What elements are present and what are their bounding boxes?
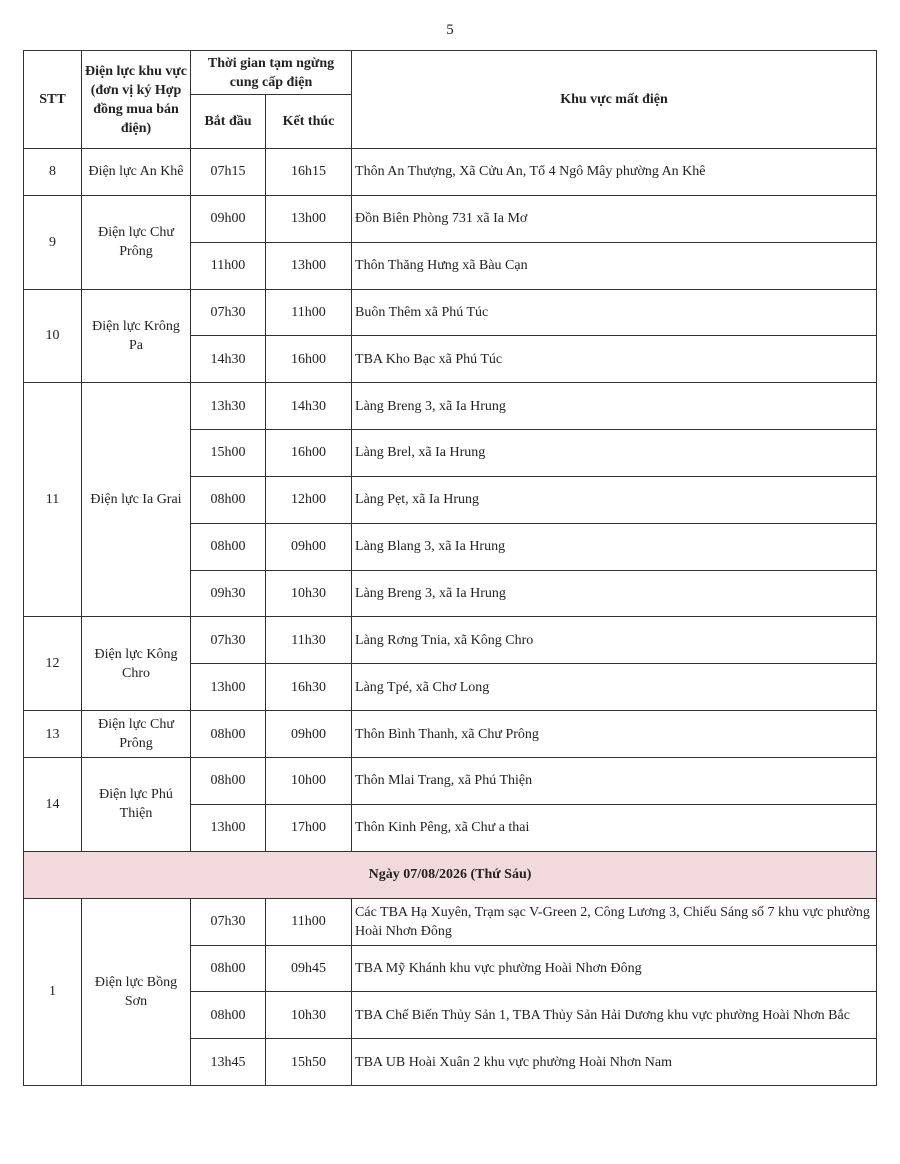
header-unit: Điện lực khu vực (đơn vị ký Hợp đồng mua bán điện) [82, 51, 191, 149]
stt-cell: 1 [24, 898, 82, 1085]
unit-cell: Điện lực Ia Grai [82, 383, 191, 617]
header-time: Thời gian tạm ngừng cung cấp điện [191, 51, 352, 95]
area-cell: Làng Rơng Tnia, xã Kông Chro [352, 617, 877, 664]
table-row [24, 711, 877, 758]
end-time-cell: 15h50 [266, 1039, 352, 1086]
end-time-cell: 16h30 [266, 664, 352, 711]
area-cell: Làng Brel, xã Ia Hrung [352, 430, 877, 477]
table-row [24, 757, 877, 804]
start-time-cell: 08h00 [191, 945, 266, 992]
start-time-cell: 13h00 [191, 804, 266, 851]
area-cell: Thôn An Thượng, Xã Cửu An, Tổ 4 Ngô Mây phường An Khê [352, 149, 877, 196]
area-cell: TBA Chế Biến Thủy Sản 1, TBA Thủy Sản Hải Dương khu vực phường Hoài Nhơn Bắc [352, 992, 877, 1039]
start-time-cell: 09h00 [191, 195, 266, 242]
end-time-cell: 11h00 [266, 289, 352, 336]
table-row [24, 383, 877, 430]
end-time-cell: 16h00 [266, 430, 352, 477]
end-time-cell: 10h00 [266, 757, 352, 804]
stt-cell: 11 [24, 383, 82, 617]
start-time-cell: 08h00 [191, 992, 266, 1039]
end-time-cell: 16h15 [266, 149, 352, 196]
start-time-cell: 08h00 [191, 476, 266, 523]
power-outage-table [23, 50, 877, 1086]
end-time-cell: 10h30 [266, 992, 352, 1039]
stt-cell: 13 [24, 711, 82, 758]
date-separator-row [24, 851, 877, 898]
area-cell: Các TBA Hạ Xuyên, Trạm sạc V-Green 2, Công Lương 3, Chiếu Sáng số 7 khu vực phường Hoài Nhơn Đông [352, 898, 877, 945]
table-body [24, 149, 877, 1086]
table-row [24, 617, 877, 664]
end-time-cell: 13h00 [266, 242, 352, 289]
header-area: Khu vực mất điện [352, 51, 877, 149]
end-time-cell: 17h00 [266, 804, 352, 851]
end-time-cell: 16h00 [266, 336, 352, 383]
end-time-cell: 11h00 [266, 898, 352, 945]
end-time-cell: 13h00 [266, 195, 352, 242]
header-end: Kết thúc [266, 95, 352, 149]
start-time-cell: 08h00 [191, 757, 266, 804]
start-time-cell: 13h30 [191, 383, 266, 430]
start-time-cell: 08h00 [191, 711, 266, 758]
unit-cell: Điện lực Bồng Sơn [82, 898, 191, 1085]
table-row [24, 195, 877, 242]
end-time-cell: 14h30 [266, 383, 352, 430]
stt-cell: 8 [24, 149, 82, 196]
start-time-cell: 09h30 [191, 570, 266, 617]
stt-cell: 10 [24, 289, 82, 383]
start-time-cell: 14h30 [191, 336, 266, 383]
area-cell: Đồn Biên Phòng 731 xã Ia Mơ [352, 195, 877, 242]
start-time-cell: 07h30 [191, 617, 266, 664]
area-cell: Làng Blang 3, xã Ia Hrung [352, 523, 877, 570]
page-number: 5 [446, 22, 454, 38]
area-cell: Buôn Thêm xã Phú Túc [352, 289, 877, 336]
start-time-cell: 07h30 [191, 898, 266, 945]
unit-cell: Điện lực An Khê [82, 149, 191, 196]
area-cell: Thôn Kinh Pêng, xã Chư a thai [352, 804, 877, 851]
start-time-cell: 15h00 [191, 430, 266, 477]
area-cell: Làng Pẹt, xã Ia Hrung [352, 476, 877, 523]
unit-cell: Điện lực Krông Pa [82, 289, 191, 383]
date-label: Ngày 07/08/2026 (Thứ Sáu) [24, 851, 877, 898]
table-row [24, 149, 877, 196]
area-cell: Làng Tpé, xã Chơ Long [352, 664, 877, 711]
unit-cell: Điện lực Chư Prông [82, 195, 191, 289]
area-cell: TBA Mỹ Khánh khu vực phường Hoài Nhơn Đông [352, 945, 877, 992]
end-time-cell: 09h45 [266, 945, 352, 992]
unit-cell: Điện lực Kông Chro [82, 617, 191, 711]
end-time-cell: 09h00 [266, 523, 352, 570]
unit-cell: Điện lực Chư Prông [82, 711, 191, 758]
stt-cell: 14 [24, 757, 82, 851]
unit-cell: Điện lực Phú Thiện [82, 757, 191, 851]
area-cell: Thôn Bình Thanh, xã Chư Prông [352, 711, 877, 758]
stt-cell: 12 [24, 617, 82, 711]
area-cell: TBA Kho Bạc xã Phú Túc [352, 336, 877, 383]
area-cell: Làng Breng 3, xã Ia Hrung [352, 383, 877, 430]
area-cell: TBA UB Hoài Xuân 2 khu vực phường Hoài Nhơn Nam [352, 1039, 877, 1086]
area-cell: Làng Breng 3, xã Ia Hrung [352, 570, 877, 617]
end-time-cell: 11h30 [266, 617, 352, 664]
area-cell: Thôn Thăng Hưng xã Bàu Cạn [352, 242, 877, 289]
table-row [24, 898, 877, 945]
stt-cell: 9 [24, 195, 82, 289]
end-time-cell: 09h00 [266, 711, 352, 758]
start-time-cell: 07h15 [191, 149, 266, 196]
header-stt: STT [24, 51, 82, 149]
end-time-cell: 10h30 [266, 570, 352, 617]
end-time-cell: 12h00 [266, 476, 352, 523]
start-time-cell: 13h45 [191, 1039, 266, 1086]
header-start: Bắt đầu [191, 95, 266, 149]
start-time-cell: 07h30 [191, 289, 266, 336]
area-cell: Thôn Mlai Trang, xã Phú Thiện [352, 757, 877, 804]
start-time-cell: 11h00 [191, 242, 266, 289]
start-time-cell: 08h00 [191, 523, 266, 570]
table-row [24, 289, 877, 336]
start-time-cell: 13h00 [191, 664, 266, 711]
